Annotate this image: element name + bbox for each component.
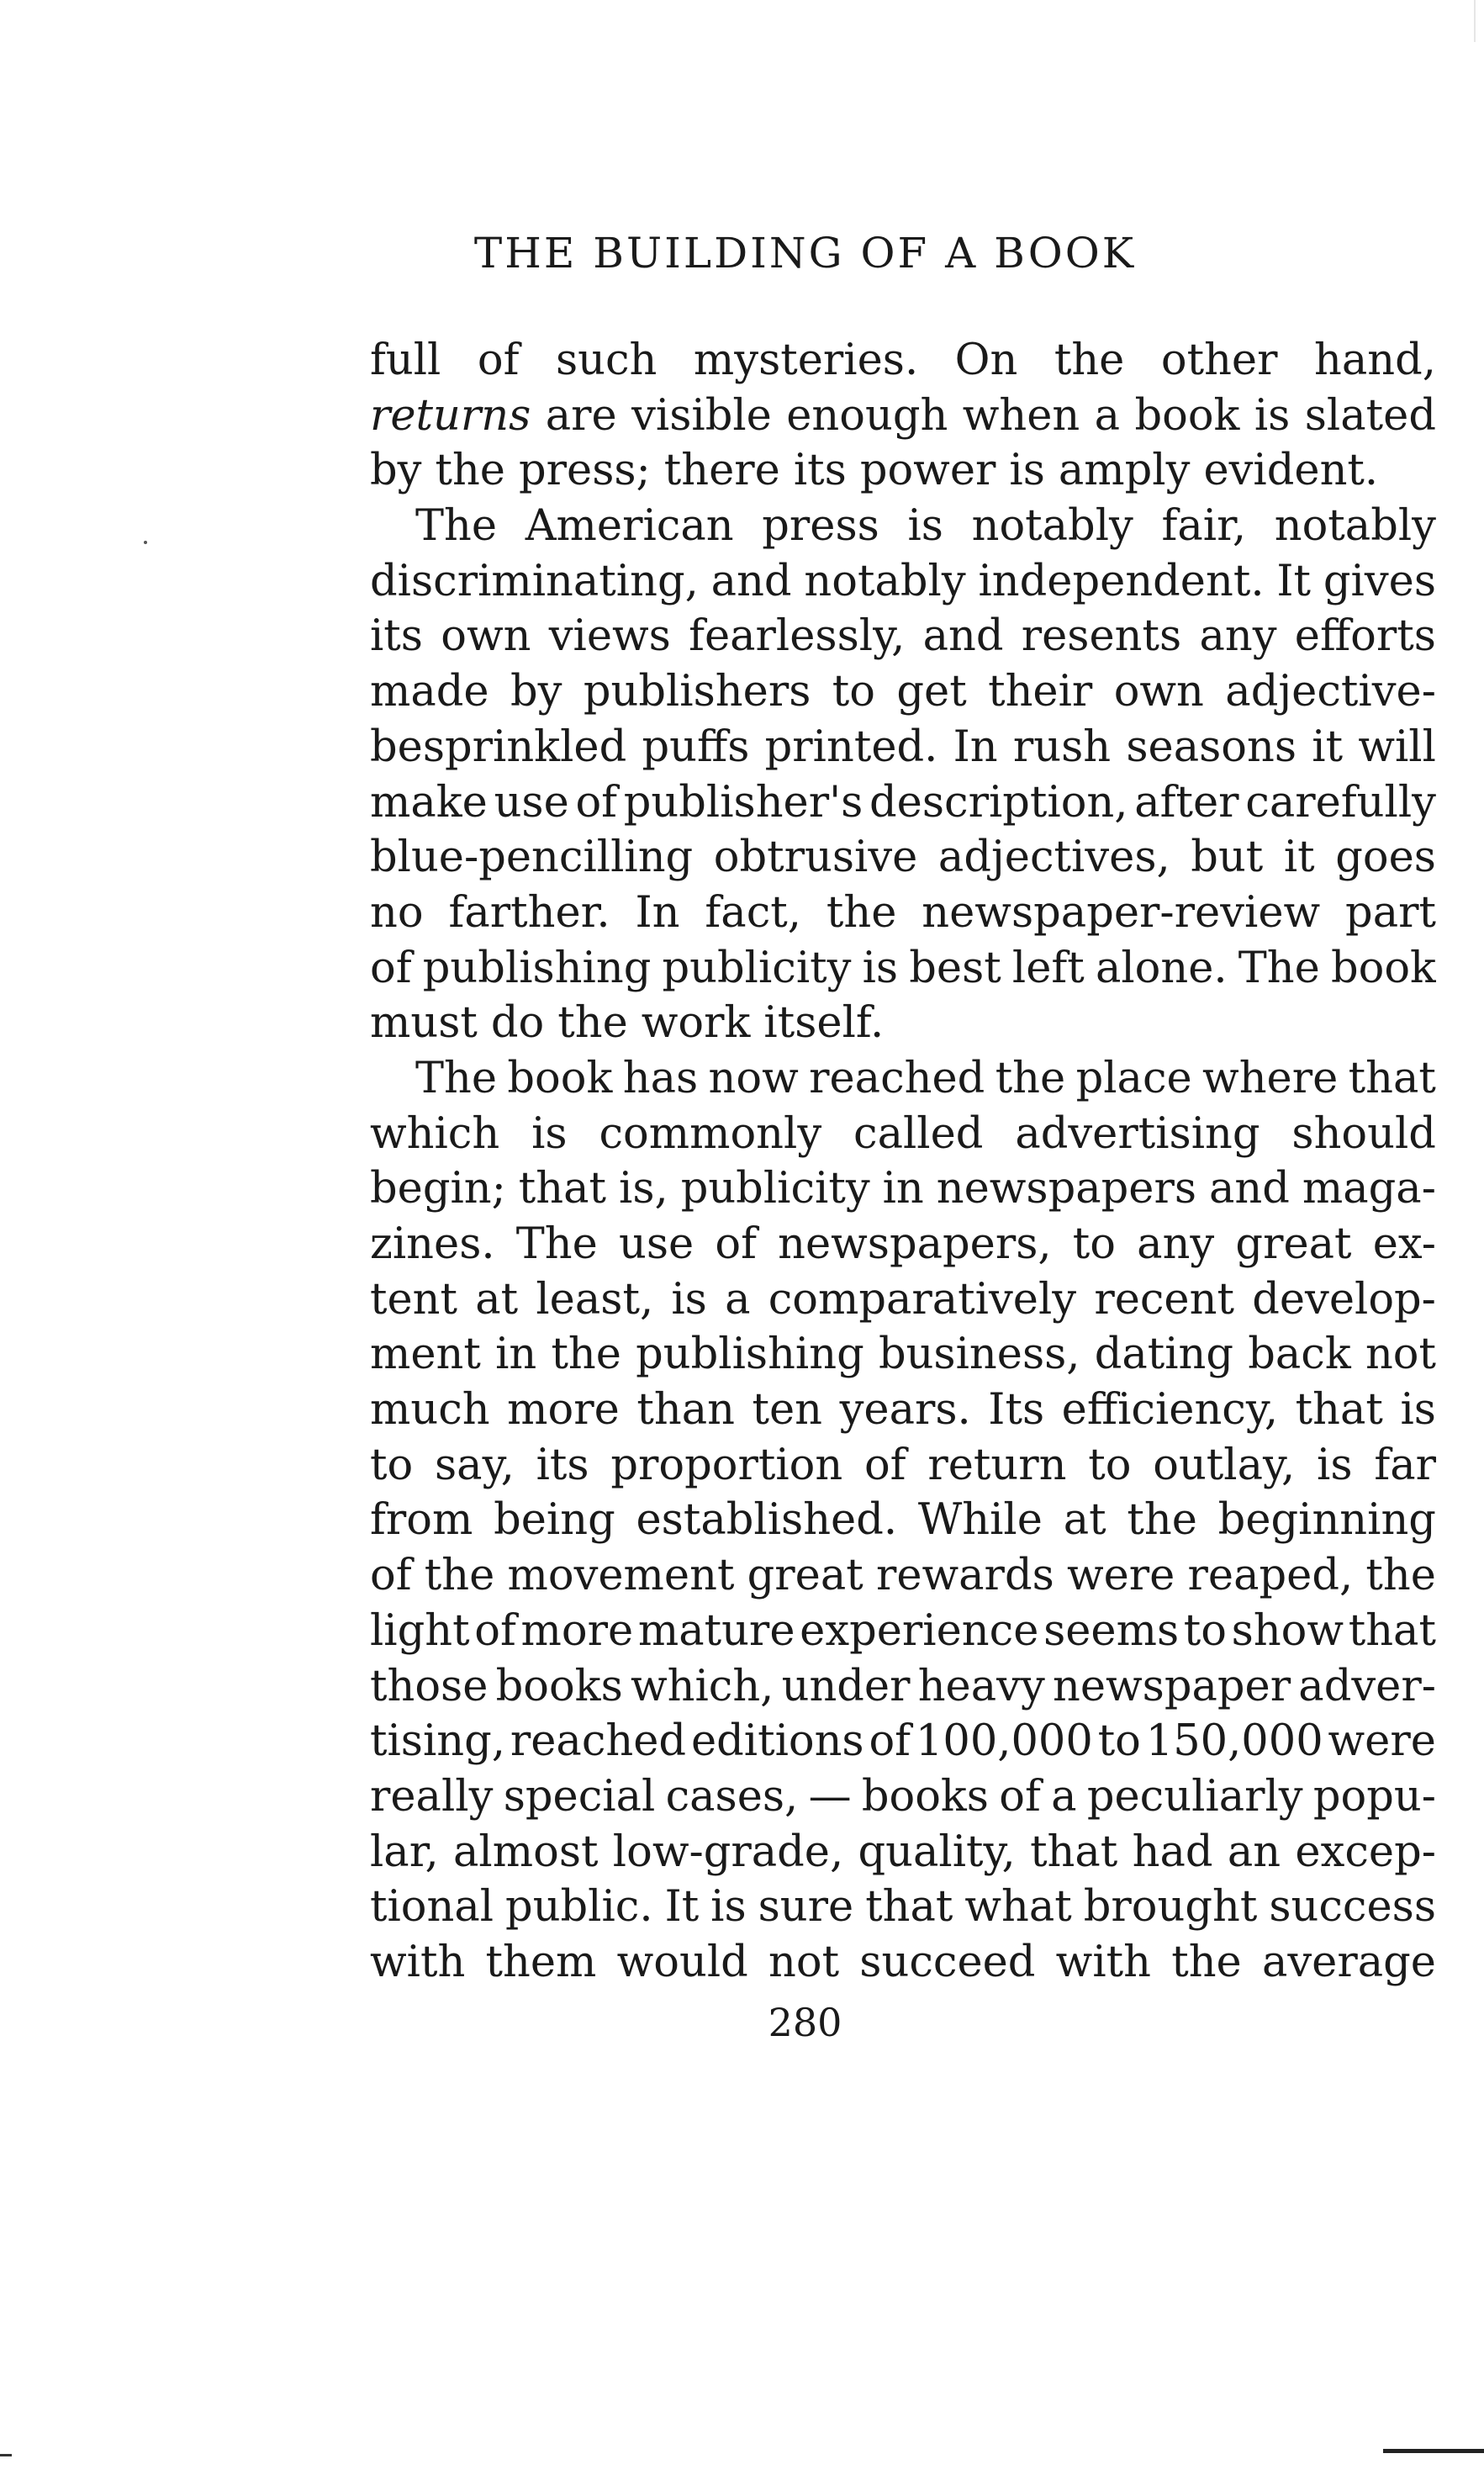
word: almost <box>453 1827 599 1877</box>
word: books <box>495 1661 623 1711</box>
text-line <box>370 941 1436 997</box>
word: The <box>515 1219 598 1269</box>
word: heavy <box>917 1661 1045 1711</box>
word: much <box>370 1385 490 1436</box>
word: after <box>1134 777 1239 828</box>
word: make <box>370 777 488 828</box>
word: of <box>474 1605 516 1656</box>
word: own <box>1113 667 1204 717</box>
text-line <box>370 554 1436 610</box>
word: reached <box>510 1716 687 1767</box>
scan-speck <box>144 541 147 544</box>
word: publicity <box>662 943 852 993</box>
word: press; <box>519 446 651 496</box>
word: mature <box>637 1605 795 1656</box>
word: show <box>1231 1605 1344 1656</box>
word: by <box>370 446 422 496</box>
word: of <box>575 777 618 828</box>
word: press <box>762 501 879 552</box>
word: notably <box>971 501 1133 552</box>
word: sure <box>758 1882 854 1933</box>
word: recent <box>1094 1274 1234 1325</box>
word: carefully <box>1245 777 1436 828</box>
word: fearlessly, <box>689 611 906 662</box>
word: those <box>370 1661 489 1711</box>
word: newspapers, <box>778 1219 1052 1269</box>
word: reached <box>809 1053 985 1103</box>
word: is <box>1009 446 1045 496</box>
word: and <box>922 611 1004 662</box>
word: fair, <box>1161 501 1247 552</box>
word: years. <box>839 1385 971 1436</box>
text-line <box>370 775 1436 831</box>
word: maga- <box>1302 1164 1436 1214</box>
word: succeed <box>859 1937 1036 1987</box>
text-line <box>370 1327 1436 1383</box>
word: work <box>641 998 751 1049</box>
word: hand, <box>1313 336 1436 385</box>
word: than <box>636 1385 735 1436</box>
word: had <box>1132 1827 1213 1877</box>
word: that <box>518 1164 607 1214</box>
text-line <box>370 1825 1436 1880</box>
word: is <box>1317 1440 1353 1490</box>
word: outlay, <box>1153 1440 1296 1490</box>
word: in <box>882 1164 924 1214</box>
word: publishers <box>583 667 811 717</box>
word: develop- <box>1252 1274 1436 1325</box>
word: the <box>551 1330 621 1380</box>
word: to <box>370 1440 414 1490</box>
text-line <box>370 443 1436 499</box>
word: it <box>1283 833 1315 883</box>
word: advertising <box>1015 1108 1260 1159</box>
word: what <box>964 1882 1072 1933</box>
word: no <box>370 887 424 938</box>
word: commonly <box>599 1108 822 1159</box>
text-line <box>370 609 1436 664</box>
word: ment <box>370 1330 481 1380</box>
word: the <box>1365 1551 1436 1601</box>
word: when <box>962 390 1080 441</box>
text-line <box>370 886 1436 941</box>
word: get <box>896 667 967 717</box>
word: but <box>1191 833 1264 883</box>
word: cases, <box>665 1771 799 1822</box>
word: the <box>557 998 628 1049</box>
word: a <box>1094 390 1121 441</box>
scan-edge-mark-left <box>0 2454 12 2456</box>
word: more <box>520 1605 634 1656</box>
word: beginning <box>1217 1495 1436 1546</box>
word: dating <box>1094 1330 1234 1380</box>
word: publishing <box>422 943 652 993</box>
word: power <box>859 446 996 496</box>
word: The <box>415 501 498 552</box>
text-line <box>370 664 1436 720</box>
word: made <box>370 667 489 717</box>
word: back <box>1248 1330 1351 1380</box>
word: its <box>370 611 423 662</box>
word: lar, <box>370 1827 439 1877</box>
word: at <box>475 1274 519 1325</box>
word: at <box>1063 1495 1106 1546</box>
word: their <box>988 667 1093 717</box>
word: is <box>907 501 943 552</box>
text-line <box>370 1659 1436 1715</box>
scan-edge-mark-right <box>1383 2449 1484 2453</box>
word: zines. <box>370 1219 495 1269</box>
word: While <box>917 1495 1043 1546</box>
word: printed. <box>764 722 938 772</box>
word: book <box>1134 390 1240 441</box>
word: any <box>1199 611 1277 662</box>
word: to <box>832 667 875 717</box>
word: publisher's <box>623 777 863 828</box>
word: of <box>477 336 520 385</box>
word: adjective- <box>1225 667 1436 717</box>
word: that <box>1348 1053 1436 1103</box>
word: them <box>485 1937 597 1987</box>
word: and <box>1209 1164 1290 1214</box>
word: evident. <box>1203 446 1379 496</box>
text-line <box>370 1107 1436 1162</box>
word: notably <box>1274 501 1436 552</box>
word: a <box>1051 1771 1077 1822</box>
word: returns <box>370 390 531 441</box>
text-line <box>370 1161 1436 1217</box>
word: mysteries. <box>693 336 919 385</box>
word: to <box>1097 1716 1141 1767</box>
text-line <box>370 1548 1436 1604</box>
word: of <box>999 1771 1041 1822</box>
word: newspaper <box>1052 1661 1291 1711</box>
word: In <box>953 722 998 772</box>
word: The <box>415 1053 498 1103</box>
scan-edge-mark <box>1474 0 1476 42</box>
word: great <box>1235 1219 1352 1269</box>
word: where <box>1202 1053 1339 1103</box>
word: It <box>664 1882 700 1933</box>
word: not <box>1365 1330 1436 1380</box>
word: newspaper-review <box>922 887 1321 938</box>
word: place <box>1075 1053 1192 1103</box>
text-line <box>370 1880 1436 1935</box>
word: that <box>1030 1827 1118 1877</box>
word: that <box>1295 1385 1383 1436</box>
word: special <box>503 1771 656 1822</box>
word: the <box>1127 1495 1197 1546</box>
word: the <box>1171 1937 1242 1987</box>
word: tional <box>370 1882 494 1933</box>
word: under <box>781 1661 911 1711</box>
word: an <box>1227 1827 1281 1877</box>
word: amply <box>1058 446 1191 496</box>
text-line <box>370 1272 1436 1328</box>
word: publicity <box>680 1164 870 1214</box>
word: that <box>865 1882 953 1933</box>
word: blue-pencilling <box>370 833 694 883</box>
text-line <box>370 1217 1436 1272</box>
text-line <box>370 333 1436 389</box>
word: use <box>494 777 569 828</box>
word: efforts <box>1294 611 1436 662</box>
word: in <box>495 1330 537 1380</box>
word: is <box>1400 1385 1436 1436</box>
word: part <box>1345 887 1436 938</box>
word: puffs <box>642 722 750 772</box>
word: which, <box>630 1661 774 1711</box>
word: adjectives, <box>937 833 1170 883</box>
word: would <box>616 1937 748 1987</box>
word: description, <box>869 777 1128 828</box>
word: gives <box>1323 556 1436 606</box>
word: It <box>1276 556 1312 606</box>
word: established. <box>636 1495 898 1546</box>
word: the <box>435 446 505 496</box>
word: must <box>370 998 478 1049</box>
word: book <box>1330 943 1436 993</box>
word: movement <box>507 1551 735 1601</box>
word: of <box>869 1716 911 1767</box>
body-text <box>370 333 1436 1991</box>
word: editions <box>690 1716 864 1767</box>
word: resents <box>1021 611 1182 662</box>
word: excep- <box>1295 1827 1436 1877</box>
word: should <box>1291 1108 1436 1159</box>
word: are <box>545 390 617 441</box>
text-line <box>370 1438 1436 1494</box>
word: a <box>725 1274 751 1325</box>
word: any <box>1137 1219 1215 1269</box>
word: with <box>370 1937 466 1987</box>
word: use <box>618 1219 694 1269</box>
word: its <box>536 1440 589 1490</box>
word: proportion <box>610 1440 843 1490</box>
word: ten <box>752 1385 823 1436</box>
word: fact, <box>705 887 801 938</box>
word: notably <box>804 556 966 606</box>
word: newspapers <box>936 1164 1197 1214</box>
word: rewards <box>875 1551 1054 1601</box>
word: popu- <box>1312 1771 1436 1822</box>
word: which <box>370 1108 500 1159</box>
word: 100,000 <box>915 1716 1093 1767</box>
word: great <box>747 1551 863 1601</box>
word: American <box>525 501 734 552</box>
word: is, <box>619 1164 668 1214</box>
word: efficiency, <box>1061 1385 1279 1436</box>
word: and <box>710 556 792 606</box>
word: slated <box>1304 390 1436 441</box>
word: Its <box>988 1385 1045 1436</box>
page-number: 280 <box>768 2000 842 2045</box>
text-line <box>370 499 1436 554</box>
word: of <box>863 1440 906 1490</box>
word: tising, <box>370 1716 505 1767</box>
word: were <box>1066 1551 1175 1601</box>
word: The <box>1238 943 1320 993</box>
word: seems <box>1043 1605 1180 1656</box>
word: really <box>370 1771 494 1822</box>
word: to <box>1072 1219 1116 1269</box>
word: the <box>424 1551 495 1601</box>
word: such <box>555 336 658 385</box>
word: public. <box>505 1882 653 1933</box>
word: quality, <box>858 1827 1016 1877</box>
word: is <box>531 1108 568 1159</box>
word: independent. <box>978 556 1265 606</box>
word: from <box>370 1495 473 1546</box>
word: — <box>808 1771 852 1822</box>
word: visible <box>631 390 772 441</box>
word: In <box>635 887 680 938</box>
running-head: THE BUILDING OF A BOOK <box>473 229 1137 278</box>
word: is <box>862 943 899 993</box>
word: not <box>768 1937 840 1987</box>
word: low-grade, <box>612 1827 844 1877</box>
word: of <box>370 943 412 993</box>
word: the <box>995 1053 1066 1103</box>
word: it <box>1312 722 1344 772</box>
word: tent <box>370 1274 458 1325</box>
word: were <box>1328 1716 1436 1767</box>
word: now <box>708 1053 799 1103</box>
word: light <box>370 1605 470 1656</box>
word: 150,000 <box>1145 1716 1323 1767</box>
word: books <box>861 1771 989 1822</box>
word: other <box>1160 336 1278 385</box>
text-line <box>370 1714 1436 1769</box>
word: will <box>1358 722 1436 772</box>
text-line <box>370 1769 1436 1825</box>
word: begin; <box>370 1164 506 1214</box>
word: obtrusive <box>713 833 918 883</box>
word: there <box>663 446 780 496</box>
word: of <box>715 1219 757 1269</box>
text-line <box>370 1051 1436 1107</box>
text-line <box>370 389 1436 444</box>
word: is <box>710 1882 747 1933</box>
word: besprinkled <box>370 722 627 772</box>
word: least, <box>536 1274 654 1325</box>
word: peculiarly <box>1086 1771 1303 1822</box>
word: success <box>1269 1882 1436 1933</box>
word: book <box>507 1053 613 1103</box>
word: comparatively <box>768 1274 1077 1325</box>
word: full <box>370 336 441 385</box>
text-line <box>370 720 1436 775</box>
word: left <box>1011 943 1085 993</box>
word: reaped, <box>1187 1551 1354 1601</box>
word: discriminating, <box>370 556 699 606</box>
word: business, <box>878 1330 1080 1380</box>
word: is <box>671 1274 707 1325</box>
word: itself. <box>763 998 885 1049</box>
word: being <box>494 1495 615 1546</box>
word: of <box>370 1551 412 1601</box>
text-line <box>370 1935 1436 1991</box>
word: publishing <box>636 1330 864 1380</box>
word: the <box>1054 336 1125 385</box>
word: by <box>510 667 562 717</box>
word: best <box>909 943 1001 993</box>
text-line <box>370 996 1436 1051</box>
word: to <box>1088 1440 1132 1490</box>
word: On <box>954 336 1018 385</box>
word: experience <box>800 1605 1039 1656</box>
word: its <box>793 446 847 496</box>
word: do <box>490 998 545 1049</box>
text-line <box>370 1383 1436 1438</box>
word: seasons <box>1126 722 1297 772</box>
word: far <box>1374 1440 1436 1490</box>
word: brought <box>1083 1882 1258 1933</box>
word: goes <box>1335 833 1436 883</box>
word: is <box>1254 390 1291 441</box>
word: that <box>1348 1605 1436 1656</box>
word: ex- <box>1372 1219 1436 1269</box>
word: called <box>853 1108 984 1159</box>
word: own <box>441 611 531 662</box>
word: with <box>1055 1937 1151 1987</box>
word: farther. <box>448 887 610 938</box>
text-line <box>370 1604 1436 1659</box>
text-line <box>370 1493 1436 1548</box>
word: rush <box>1012 722 1112 772</box>
word: the <box>826 887 897 938</box>
word: alone. <box>1095 943 1228 993</box>
word: to <box>1183 1605 1227 1656</box>
word: views <box>548 611 671 662</box>
text-line <box>370 830 1436 886</box>
word: average <box>1261 1937 1436 1987</box>
word: say, <box>434 1440 515 1490</box>
word: has <box>622 1053 699 1103</box>
word: more <box>507 1385 620 1436</box>
word: enough <box>786 390 948 441</box>
word: return <box>927 1440 1067 1490</box>
word: adver- <box>1298 1661 1436 1711</box>
